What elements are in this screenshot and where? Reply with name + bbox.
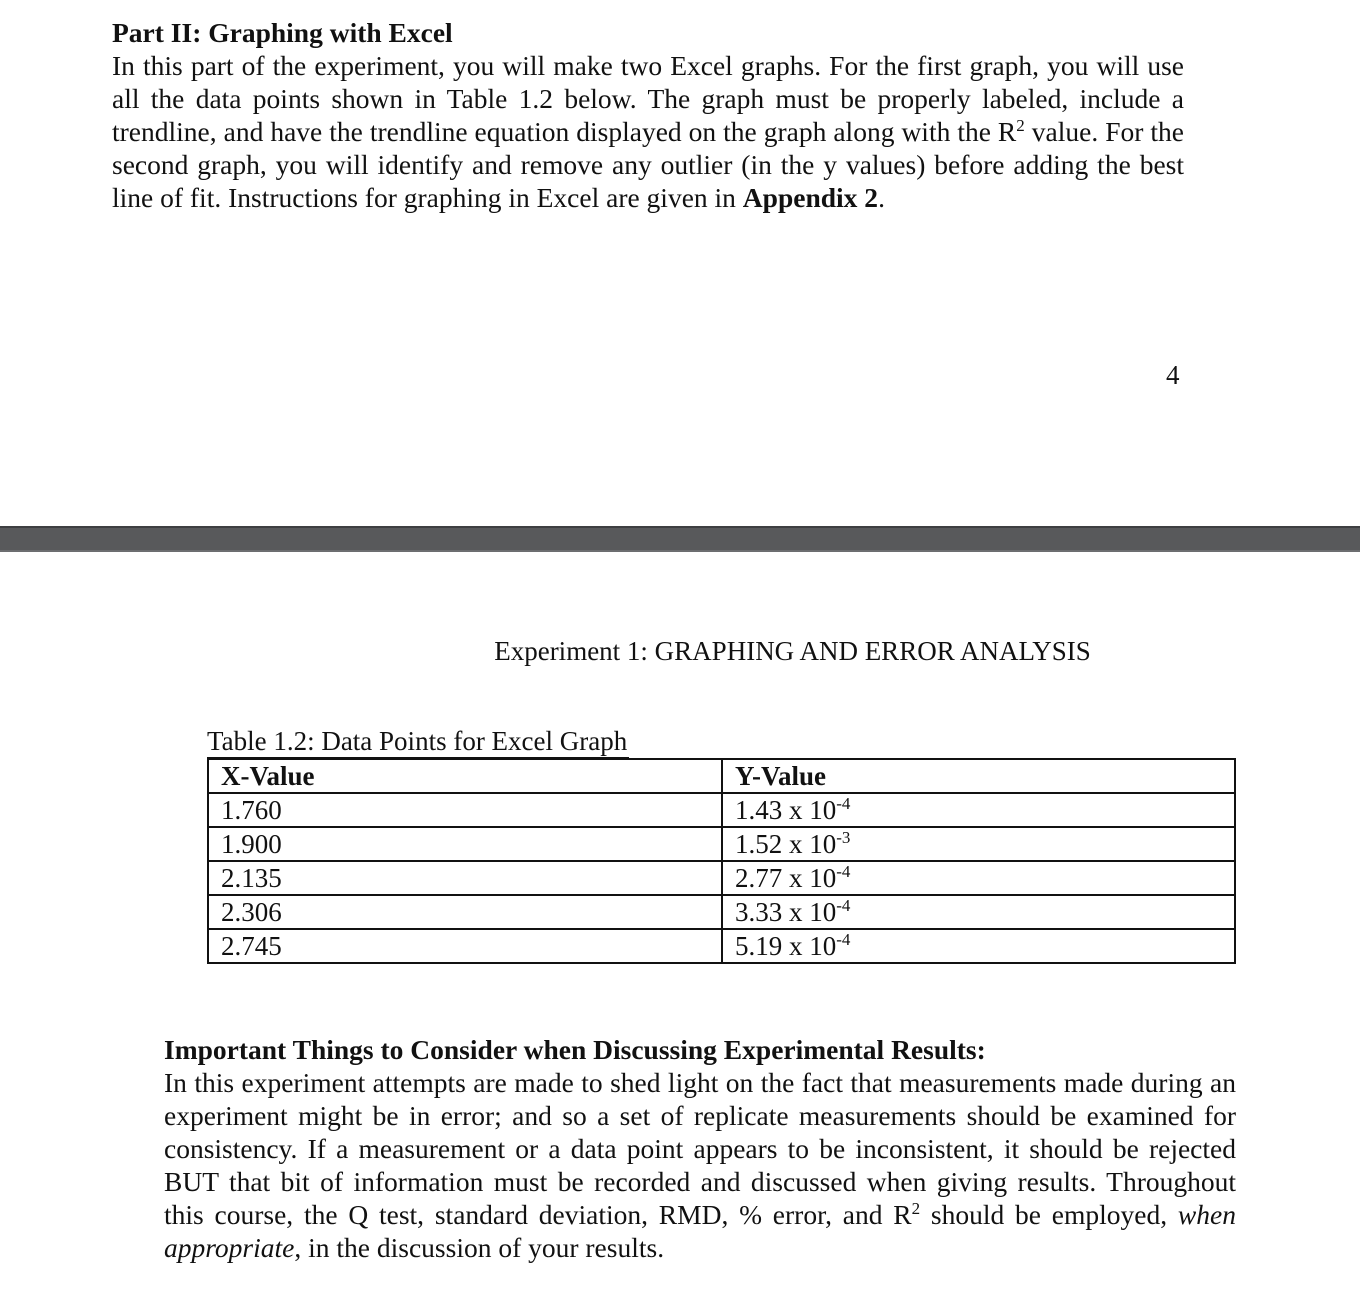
y-value-exponent: -3 [836, 828, 851, 847]
discussion-heading: Important Things to Consider when Discussing Experimental Results: [164, 1034, 986, 1065]
table-row [208, 827, 1235, 861]
column-header-y: Y-Value [722, 759, 1235, 793]
y-value-exponent: -4 [836, 862, 851, 881]
table-row [208, 929, 1235, 963]
y-value-base: 2.77 x 10 [735, 863, 837, 893]
paragraph-end: . [878, 182, 885, 213]
x-value-cell: 1.900 [208, 827, 722, 861]
page-number: 4 [1166, 360, 1180, 390]
discussion-italic: when appropriate [164, 1199, 1236, 1263]
x-value-cell: 1.760 [208, 793, 722, 827]
paragraph-mid: value. For the second graph, you will identify and remove any outlier (in the y values) before adding the best line of fit. Instructions for graphing in Excel are given in [112, 116, 1184, 213]
part-ii-section [112, 16, 1184, 214]
appendix-reference: Appendix 2 [742, 182, 879, 213]
x-value-cell: 2.306 [208, 895, 722, 929]
y-value-exponent: -4 [836, 896, 851, 915]
table-row [208, 861, 1235, 895]
page-separator [0, 526, 1360, 552]
discussion-end: , in the discussion of your results. [294, 1232, 665, 1263]
section-heading: Part II: Graphing with Excel [112, 17, 453, 48]
y-value-exponent: -4 [836, 930, 851, 949]
running-header: Experiment 1: GRAPHING AND ERROR ANALYSIS [494, 636, 1091, 666]
discussion-lead: In this experiment attempts are made to shed light on the fact that measurements made during an experiment might be in error; and so a set of replicate measurements should be examined for consistency. If a measurement or a data point appears to be inconsistent, it should be rejected BUT that bit of information must be recorded and discussed when giving results. Throughout this course, the Q test, standard deviation, RMD, % error, and R [164, 1067, 1236, 1230]
discussion-paragraph [164, 1066, 1236, 1264]
y-value-cell [722, 929, 1235, 963]
y-value-cell [722, 827, 1235, 861]
x-value-cell: 2.135 [208, 861, 722, 895]
table-header-row [208, 759, 1235, 793]
table-row [208, 895, 1235, 929]
r-squared-superscript: 2 [1016, 116, 1025, 135]
y-value-base: 3.33 x 10 [735, 897, 837, 927]
r-squared-superscript: 2 [911, 1199, 921, 1218]
page-top [0, 0, 1360, 526]
table-row [208, 793, 1235, 827]
table-caption: Table 1.2: Data Points for Excel Graph [207, 725, 629, 759]
x-value-cell: 2.745 [208, 929, 722, 963]
y-value-base: 1.43 x 10 [735, 795, 837, 825]
y-value-cell [722, 861, 1235, 895]
data-table [207, 758, 1236, 964]
y-value-base: 1.52 x 10 [735, 829, 837, 859]
y-value-cell [722, 793, 1235, 827]
discussion-section [164, 1033, 1236, 1264]
section-paragraph [112, 49, 1184, 214]
paragraph-lead: In this part of the experiment, you will make two Excel graphs. For the first graph, you will use all the data points shown in Table 1.2 below. The graph must be properly labeled, include a trendline, and have the trendline equation displayed on the graph along with the R [112, 50, 1184, 147]
y-value-exponent: -4 [836, 794, 851, 813]
y-value-cell [722, 895, 1235, 929]
discussion-mid: should be employed, [920, 1199, 1178, 1230]
y-value-base: 5.19 x 10 [735, 931, 837, 961]
column-header-x: X-Value [208, 759, 722, 793]
